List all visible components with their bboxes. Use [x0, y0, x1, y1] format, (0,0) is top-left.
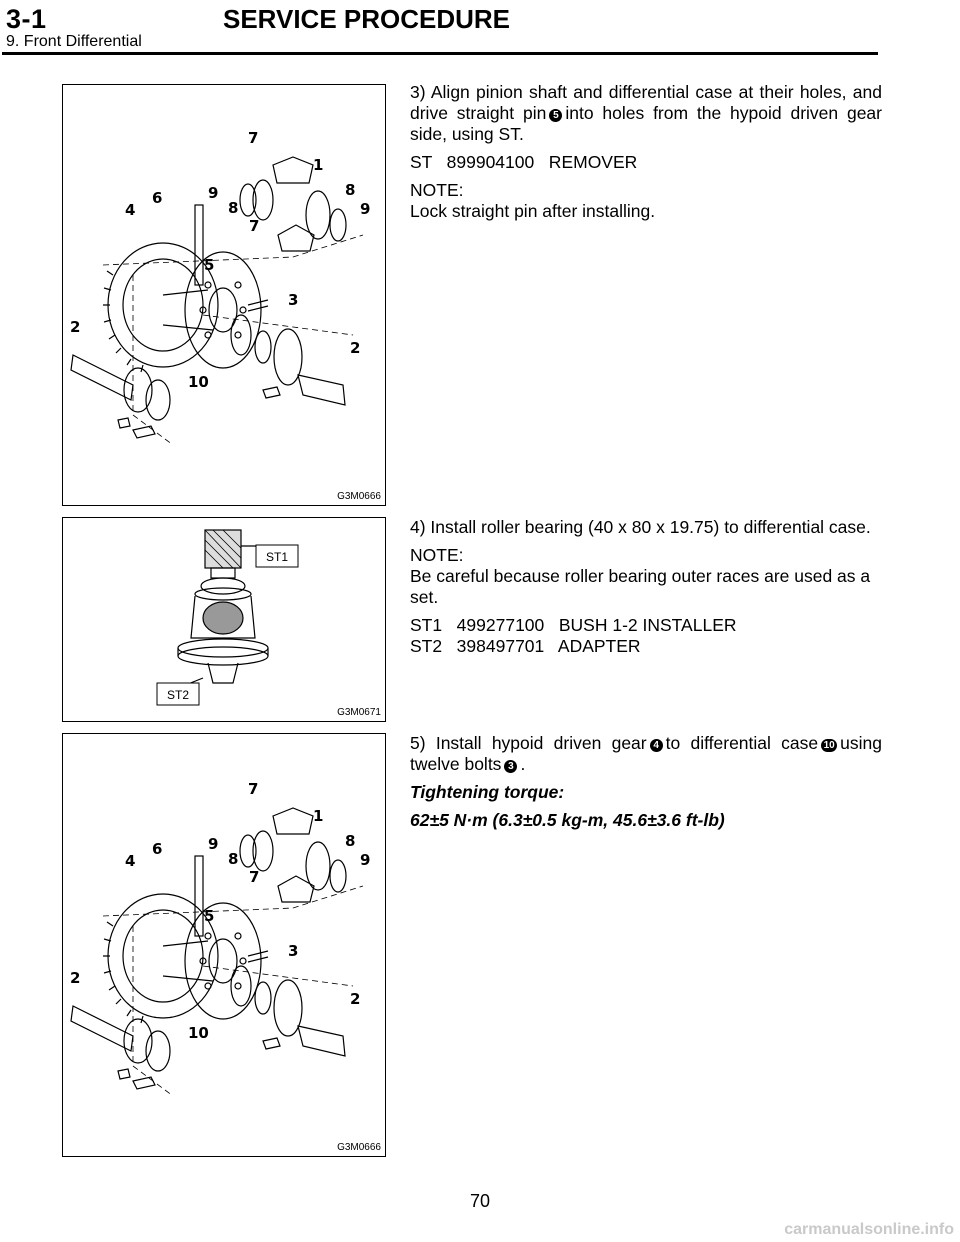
st2-label: ST2 — [166, 688, 190, 702]
step-5-text-mid: to differential case — [665, 733, 819, 753]
callout: 2 — [350, 339, 361, 357]
callout: 4 — [125, 201, 136, 219]
figure-code: G3M0666 — [337, 1142, 381, 1153]
callout: 7 — [249, 868, 260, 886]
callout: 9 — [360, 200, 371, 218]
step-5-text-end: . — [520, 754, 526, 774]
callout: 7 — [248, 129, 259, 147]
callout: 8 — [228, 199, 239, 217]
callout: 6 — [152, 840, 163, 858]
exploded-diagram — [63, 734, 385, 1156]
step-3-text-pre: 3) Align pinion shaft and differential case at their holes, and drive straight pin — [410, 82, 882, 123]
figure-bearing-install — [62, 517, 386, 722]
step-3-text-post: into holes from the hypoid driven gear side, using ST. — [410, 103, 882, 144]
step-5-text-mid2: using twelve bolts — [410, 733, 882, 774]
note-text: Lock straight pin after installing. — [410, 201, 656, 221]
note-label: NOTE: — [410, 180, 464, 200]
step-5-text-pre: 5) Install hypoid driven gear — [410, 733, 647, 753]
callout: 2 — [70, 318, 81, 336]
note — [410, 180, 882, 222]
figure-exploded-differential-1 — [62, 84, 386, 506]
figure-code: G3M0666 — [337, 491, 381, 502]
section-title: SERVICE PROCEDURE — [223, 4, 511, 34]
bearing-diagram — [63, 518, 385, 721]
step-4-block — [410, 517, 882, 664]
callout: 10 — [188, 1024, 209, 1042]
step-3-text — [410, 82, 882, 145]
callout: 5 — [204, 256, 215, 274]
step-5-text — [410, 733, 882, 775]
torque-label: Tightening torque: — [410, 782, 565, 802]
ref-number-badge: 10 — [821, 739, 837, 752]
callout: 7 — [249, 217, 260, 235]
section-code: 3-1 — [6, 4, 47, 34]
callout: 9 — [208, 184, 219, 202]
callout: 5 — [204, 907, 215, 925]
step-3-block — [410, 82, 882, 222]
callout: 9 — [208, 835, 219, 853]
figure-code: G3M0671 — [337, 707, 381, 718]
callout: 4 — [125, 852, 136, 870]
special-tool-line: ST1 499277100 BUSH 1-2 INSTALLER — [410, 615, 737, 635]
note — [410, 545, 882, 608]
callout: 3 — [288, 291, 299, 309]
exploded-diagram — [63, 85, 385, 505]
callout: 10 — [188, 373, 209, 391]
torque-value: 62±5 N·m (6.3±0.5 kg-m, 45.6±3.6 ft-lb) — [410, 810, 725, 830]
ref-number-badge: 4 — [650, 739, 663, 752]
callout: 6 — [152, 189, 163, 207]
step-5-block — [410, 733, 882, 838]
callout: 7 — [248, 780, 259, 798]
step-4-text: 4) Install roller bearing (40 x 80 x 19.75) to differential case. — [410, 517, 871, 537]
callout: 8 — [228, 850, 239, 868]
note-text: Be careful because roller bearing outer races are used as a set. — [410, 566, 871, 607]
callout: 2 — [350, 990, 361, 1008]
callout: 8 — [345, 181, 356, 199]
special-tool-list — [410, 615, 882, 657]
header-rule — [2, 52, 878, 55]
callout: 1 — [313, 156, 324, 174]
subsection-title: 9. Front Differential — [6, 33, 142, 50]
callout: 9 — [360, 851, 371, 869]
callout: 1 — [313, 807, 324, 825]
watermark: carmanualsonline.info — [784, 1221, 954, 1238]
ref-number-badge: 5 — [549, 109, 562, 122]
figure-exploded-differential-2 — [62, 733, 386, 1157]
callout: 2 — [70, 969, 81, 987]
st1-label: ST1 — [265, 550, 289, 564]
page-number: 70 — [469, 1191, 491, 1211]
special-tool-line: ST 899904100 REMOVER — [410, 152, 638, 172]
special-tool-line: ST2 398497701 ADAPTER — [410, 636, 641, 656]
callout: 3 — [288, 942, 299, 960]
note-label: NOTE: — [410, 545, 464, 565]
ref-number-badge: 3 — [504, 760, 517, 773]
callout: 8 — [345, 832, 356, 850]
